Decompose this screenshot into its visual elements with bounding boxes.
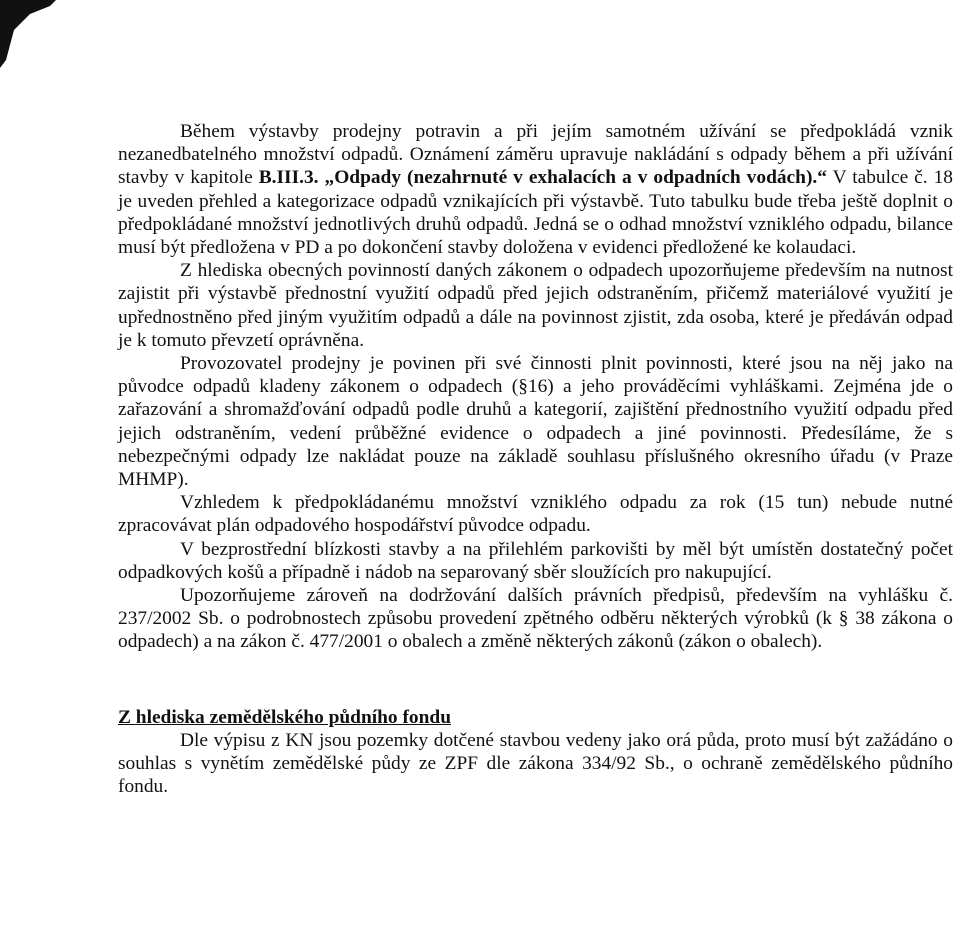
- paragraph-agricultural-land: Dle výpisu z KN jsou pozemky dotčené stavbou vedeny jako orá půda, proto musí být zažádáno o souhlas s vynětím zemědělské půdy ze ZPF dle zákona 334/92 Sb., o ochraně zemědělského půdního fondu.: [118, 729, 953, 798]
- scan-corner-mark: [0, 0, 60, 70]
- paragraph-text: V tabulce č. 18 je uveden přehled a kategorizace odpadů vznikajících při výstavbě. Tuto tabulku bude třeba ještě doplnit o předpokládané množství jednotlivých druhů odpadů. Jedná se o odhad množství vzniklého odpadu, bilance musí být předložena v PD a po dokončení stavby doložena v evidenci předložené ke kolaudaci.: [118, 167, 953, 259]
- paragraph-operator-obligations: Provozovatel prodejny je povinen při své činnosti plnit povinnosti, které jsou na něj jako na původce odpadů kladeny zákonem o odpadech (§16) a jeho prováděcími vyhláškami. Zejména jde o zařazování a shromažďování odpadů podle druhů a kategorií, zajištění přednostního využití odpadu před jejich odstraněním, vedení průběžné evidence o odpadech a jiné povinnosti. Předesíláme, že s nebezpečnými odpady lze nakládat pouze na základě souhlasu příslušného okresního úřadu (v Praze MHMP).: [118, 353, 953, 491]
- chapter-reference: B.III.3. „Odpady (nezahrnuté v exhalacích a v odpadních vodách).“: [258, 167, 827, 189]
- document-body: [118, 120, 953, 798]
- paragraph-legal-regulations: Upozorňujeme zároveň na dodržování dalších právních předpisů, především na vyhlášku č. 237/2002 Sb. o podrobnostech způsobu provedení zpětného odběru některých výrobků (k § 38 zákona o odpadech) a na zákon č. 477/2001 o obalech a změně některých zákonů (zákon o obalech).: [118, 585, 953, 653]
- paragraph-text: Během výstavby prodejny potravin a při jejím samotném užívání se předpokládá vznik nezanedbatelného množství odpadů. Oznámení záměru upravuje nakládání s odpady během a při užívání stavby v kapitole: [118, 121, 953, 189]
- paragraph-waste-plan: Vzhledem k předpokládanému množství vzniklého odpadu za rok (15 tun) nebude nutné zpracovávat plán odpadového hospodářství původce odpadu.: [118, 492, 953, 537]
- paragraph-waste-intro: [118, 120, 953, 259]
- paragraph-bins: V bezprostřední blízkosti stavby a na přilehlém parkovišti by měl být umístěn dostatečný počet odpadkových košů a případně i nádob na separovaný sběr sloužících pro nakupující.: [118, 538, 953, 583]
- paragraph-general-obligations: Z hlediska obecných povinností daných zákonem o odpadech upozorňujeme především na nutnost zajistit při výstavbě přednostní využití odpadů před jejich odstraněním, přičemž materiálové využití je upřednostněno před jiným využitím odpadů a dále na povinnost zjistit, zda osoba, které je předáván odpad je k tomuto převzetí oprávněna.: [118, 260, 953, 351]
- section-heading-agricultural-land: Z hlediska zemědělského půdního fondu: [118, 706, 451, 728]
